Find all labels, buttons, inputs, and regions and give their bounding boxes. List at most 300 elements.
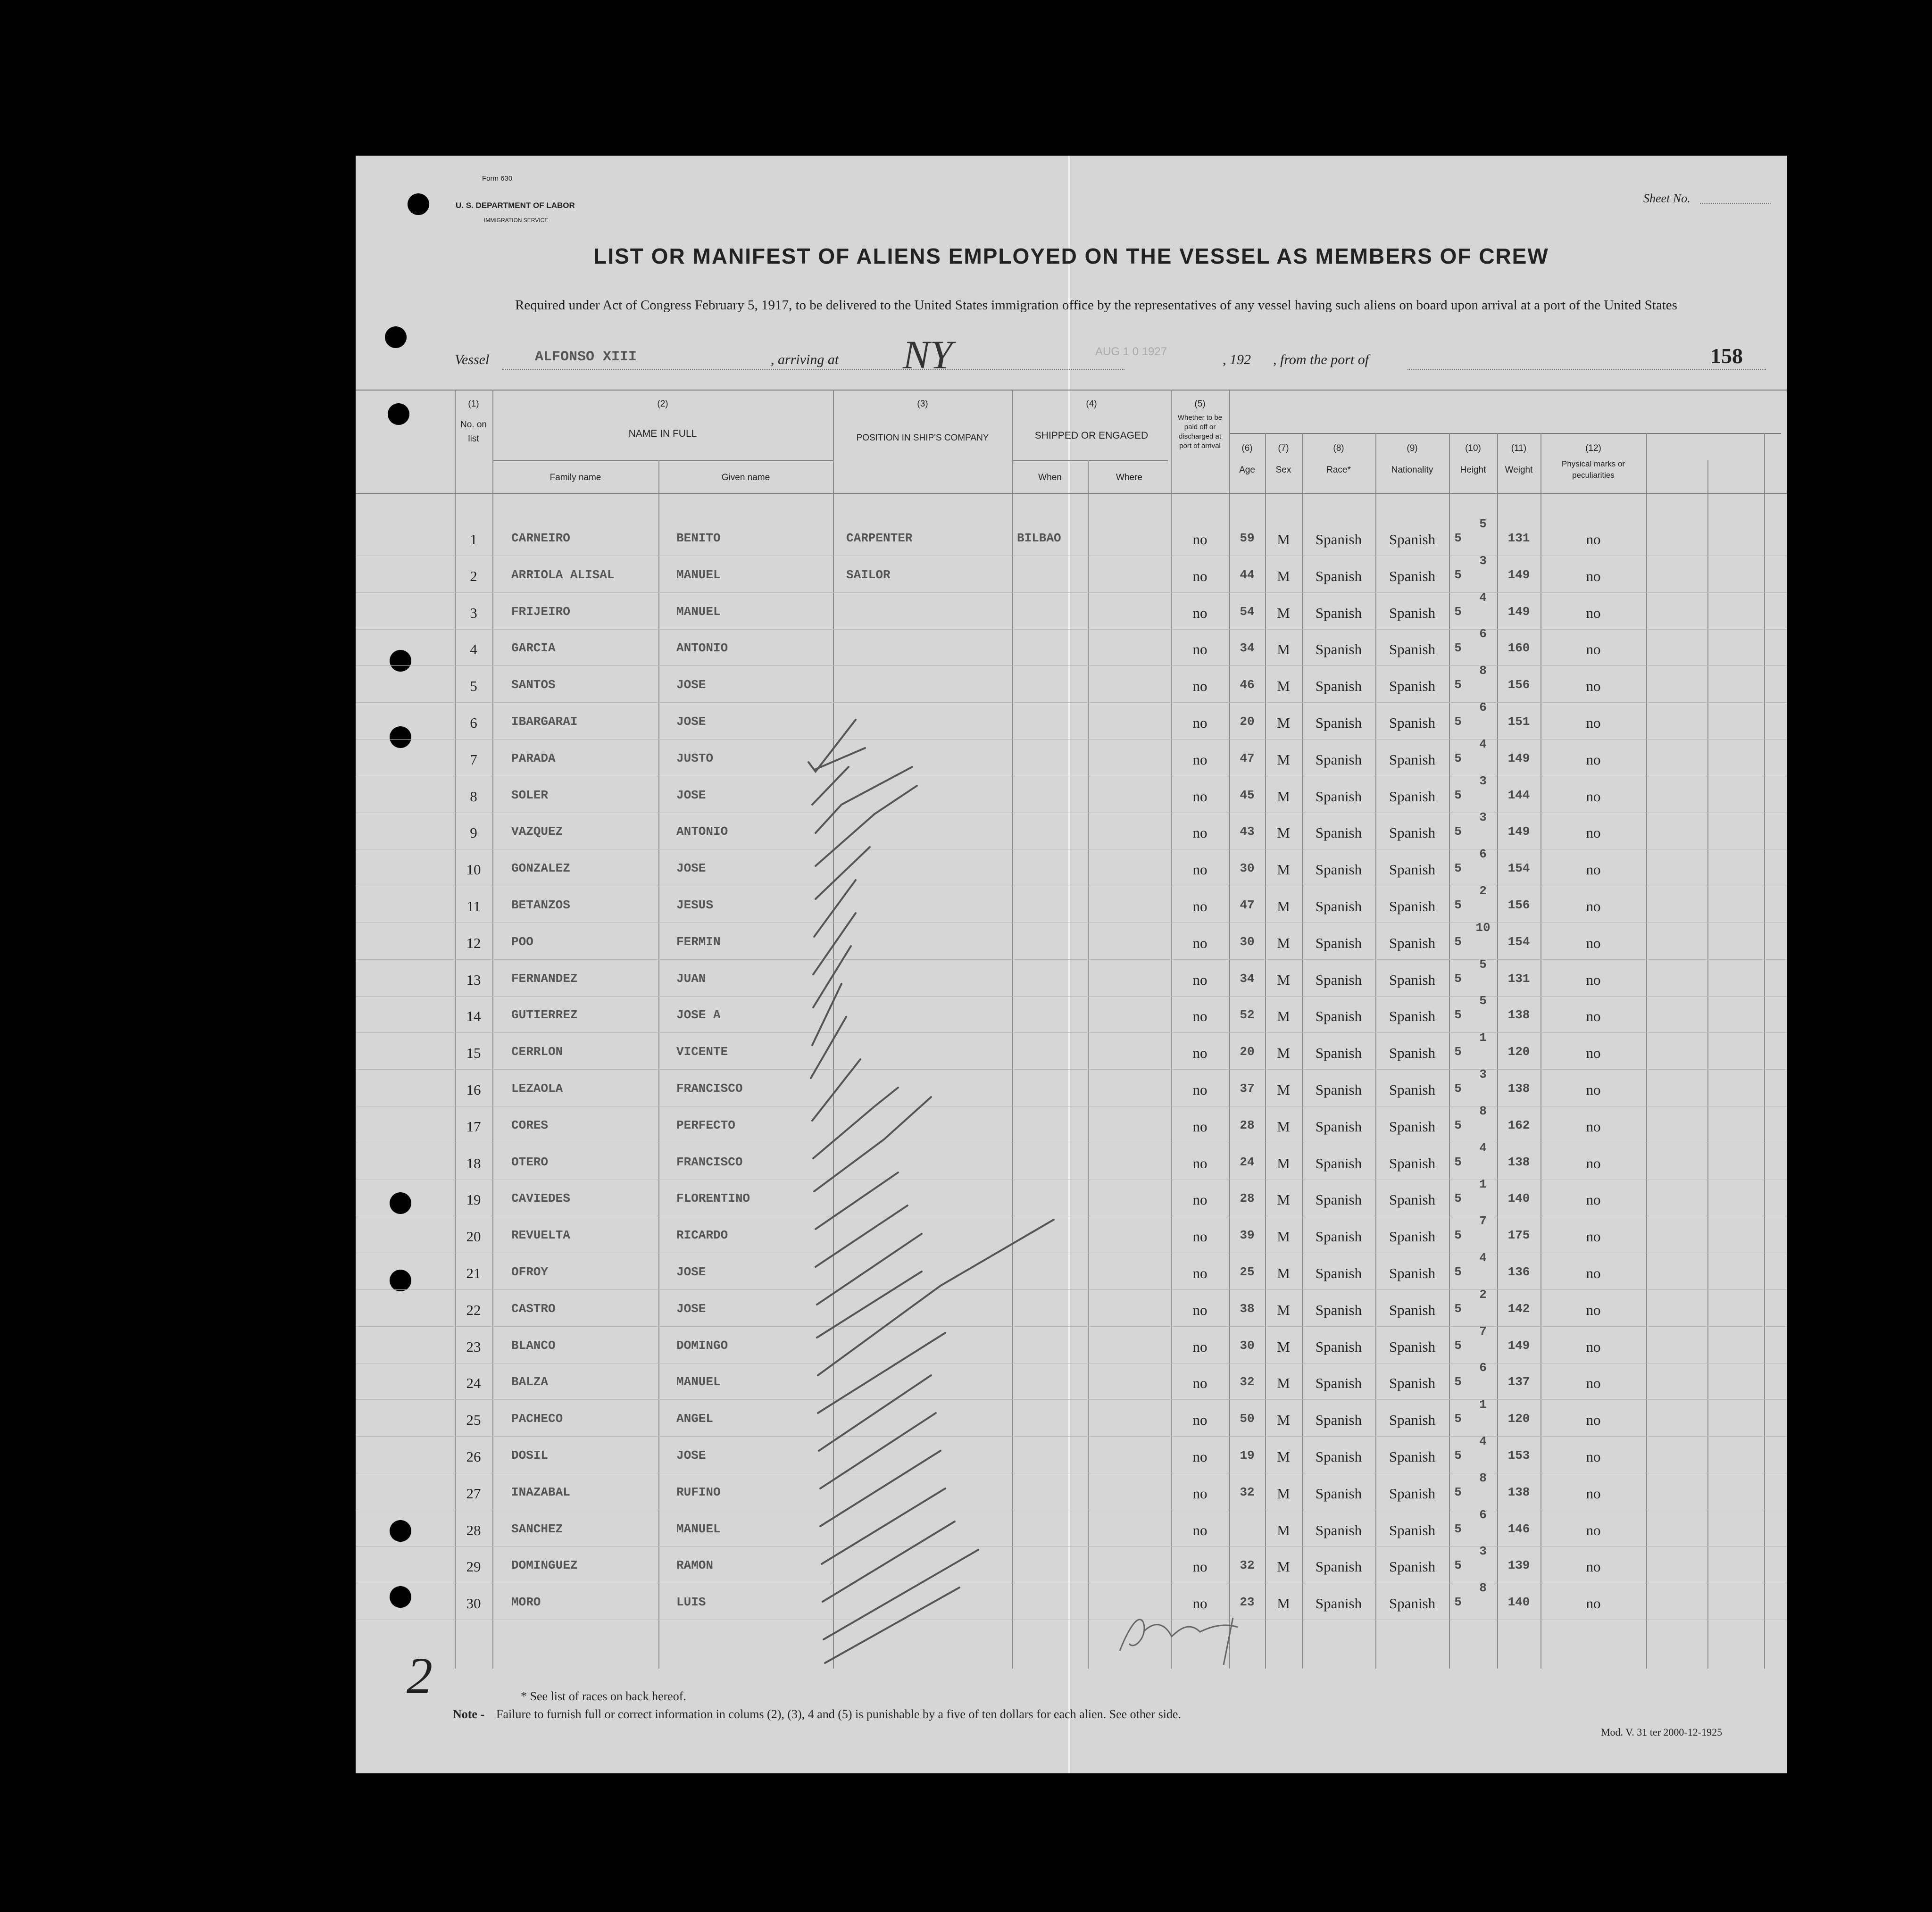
weight: 151 bbox=[1507, 715, 1530, 729]
given-name: JOSE bbox=[676, 678, 706, 692]
physical-marks: no bbox=[1586, 788, 1601, 805]
given-name: MANUEL bbox=[676, 1521, 721, 1536]
given-name: ANTONIO bbox=[676, 824, 728, 839]
given-name: JOSE bbox=[676, 1301, 706, 1316]
row-number: 23 bbox=[466, 1338, 481, 1355]
col3-header: POSITION IN SHIP'S COMPANY bbox=[856, 433, 989, 443]
requirement-text: Required under Act of Congress February 5, 1917, to be delivered to the United States immigration office by the representatives of any vessel having such aliens on board upon arrival at a port of the United States bbox=[515, 298, 1677, 313]
given-name: FRANCISCO bbox=[676, 1081, 743, 1096]
row-number: 19 bbox=[466, 1191, 481, 1208]
family-name: PARADA bbox=[511, 751, 556, 765]
nationality: Spanish bbox=[1389, 604, 1436, 621]
race: Spanish bbox=[1315, 788, 1362, 805]
nationality: Spanish bbox=[1389, 1301, 1436, 1318]
sex: M bbox=[1277, 1008, 1290, 1025]
paid-off: no bbox=[1192, 641, 1208, 658]
family-name: GONZALEZ bbox=[511, 861, 570, 876]
height-inches: 1 bbox=[1479, 1397, 1487, 1412]
nationality: Spanish bbox=[1389, 1265, 1436, 1281]
race: Spanish bbox=[1315, 1521, 1362, 1538]
height-feet: 5 bbox=[1454, 1155, 1462, 1169]
nationality: Spanish bbox=[1389, 531, 1436, 548]
given-name: FLORENTINO bbox=[676, 1191, 750, 1206]
age: 34 bbox=[1240, 641, 1255, 656]
age: 32 bbox=[1240, 1375, 1255, 1389]
height-feet: 5 bbox=[1454, 604, 1462, 619]
age: 32 bbox=[1240, 1558, 1255, 1573]
race: Spanish bbox=[1315, 1485, 1362, 1502]
given-name: MANUEL bbox=[676, 1375, 721, 1389]
punch-hole bbox=[408, 193, 429, 215]
race: Spanish bbox=[1315, 1301, 1362, 1318]
nationality: Spanish bbox=[1389, 1595, 1436, 1612]
race: Spanish bbox=[1315, 567, 1362, 584]
col2-number: (2) bbox=[657, 399, 668, 409]
age: 32 bbox=[1240, 1485, 1255, 1499]
race: Spanish bbox=[1315, 1375, 1362, 1392]
paid-off: no bbox=[1192, 1191, 1208, 1208]
given-name: JOSE bbox=[676, 715, 706, 729]
weight: 139 bbox=[1507, 1558, 1530, 1573]
row-number: 8 bbox=[470, 788, 477, 805]
height-inches: 6 bbox=[1479, 700, 1487, 715]
physical-marks: no bbox=[1586, 1155, 1601, 1172]
paid-off: no bbox=[1192, 1301, 1208, 1318]
physical-marks: no bbox=[1586, 678, 1601, 695]
given-name: MANUEL bbox=[676, 567, 721, 582]
family-name: MORO bbox=[511, 1595, 541, 1610]
physical-marks: no bbox=[1586, 1045, 1601, 1062]
physical-marks: no bbox=[1586, 1301, 1601, 1318]
race: Spanish bbox=[1315, 1265, 1362, 1281]
family-name: GARCIA bbox=[511, 641, 556, 656]
age: 37 bbox=[1240, 1081, 1255, 1096]
race-footnote: * See list of races on back hereof. bbox=[521, 1689, 686, 1703]
manifest-table bbox=[356, 390, 1787, 1669]
nationality: Spanish bbox=[1389, 641, 1436, 658]
physical-marks: no bbox=[1586, 1558, 1601, 1575]
note-label: Note - bbox=[453, 1707, 485, 1721]
paid-off: no bbox=[1192, 861, 1208, 878]
nationality: Spanish bbox=[1389, 1448, 1436, 1465]
paid-off: no bbox=[1192, 1485, 1208, 1502]
row-number: 1 bbox=[470, 531, 477, 548]
family-name: CERRLON bbox=[511, 1045, 563, 1059]
sex: M bbox=[1277, 567, 1290, 584]
nationality: Spanish bbox=[1389, 971, 1436, 988]
height-inches: 6 bbox=[1479, 847, 1487, 862]
weight: 137 bbox=[1507, 1375, 1530, 1389]
row-number: 17 bbox=[466, 1118, 481, 1135]
sex: M bbox=[1277, 1228, 1290, 1245]
paid-off: no bbox=[1192, 788, 1208, 805]
height-inches: 3 bbox=[1479, 553, 1487, 568]
col4-header: SHIPPED OR ENGAGED bbox=[1034, 430, 1149, 441]
family-name: CORES bbox=[511, 1118, 549, 1132]
height-feet: 5 bbox=[1454, 641, 1462, 656]
age: 20 bbox=[1240, 1045, 1255, 1059]
inspector-signature bbox=[1115, 1599, 1257, 1665]
physical-marks: no bbox=[1586, 641, 1601, 658]
weight: 153 bbox=[1507, 1448, 1530, 1463]
family-name: DOSIL bbox=[511, 1448, 549, 1463]
height-inches: 8 bbox=[1479, 1581, 1487, 1596]
age: 23 bbox=[1240, 1595, 1255, 1610]
race: Spanish bbox=[1315, 1412, 1362, 1429]
physical-marks: no bbox=[1586, 1265, 1601, 1281]
row-number: 21 bbox=[466, 1265, 481, 1281]
family-name: CASTRO bbox=[511, 1301, 556, 1316]
nationality: Spanish bbox=[1389, 788, 1436, 805]
family-name: VAZQUEZ bbox=[511, 824, 563, 839]
weight: 131 bbox=[1507, 971, 1530, 986]
height-inches: 6 bbox=[1479, 1507, 1487, 1522]
col6-number: (6) bbox=[1241, 443, 1253, 453]
race: Spanish bbox=[1315, 715, 1362, 731]
age: 54 bbox=[1240, 604, 1255, 619]
col9-number: (9) bbox=[1407, 443, 1418, 453]
paid-off: no bbox=[1192, 531, 1208, 548]
col5-number: (5) bbox=[1194, 399, 1206, 409]
weight: 149 bbox=[1507, 751, 1530, 765]
physical-marks: no bbox=[1586, 567, 1601, 584]
pencil-checkmarks bbox=[356, 390, 1787, 1669]
given-name: RAMON bbox=[676, 1558, 714, 1573]
race: Spanish bbox=[1315, 861, 1362, 878]
date-stamp: AUG 1 0 1927 bbox=[1095, 345, 1167, 358]
family-name: POO bbox=[511, 934, 533, 949]
physical-marks: no bbox=[1586, 1228, 1601, 1245]
race: Spanish bbox=[1315, 1338, 1362, 1355]
weight: 138 bbox=[1507, 1485, 1530, 1499]
sex: M bbox=[1277, 1338, 1290, 1355]
nationality: Spanish bbox=[1389, 678, 1436, 695]
paid-off: no bbox=[1192, 1338, 1208, 1355]
height-feet: 5 bbox=[1454, 531, 1462, 545]
form-number: Form 630 bbox=[482, 175, 513, 183]
weight: 149 bbox=[1507, 824, 1530, 839]
height-inches: 3 bbox=[1479, 1067, 1487, 1081]
physical-marks: no bbox=[1586, 1191, 1601, 1208]
height-feet: 5 bbox=[1454, 678, 1462, 692]
family-name: OTERO bbox=[511, 1155, 549, 1169]
sex: M bbox=[1277, 824, 1290, 841]
height-feet: 5 bbox=[1454, 1228, 1462, 1243]
family-name: PACHECO bbox=[511, 1412, 563, 1426]
age: 38 bbox=[1240, 1301, 1255, 1316]
nationality: Spanish bbox=[1389, 567, 1436, 584]
sex: M bbox=[1277, 715, 1290, 731]
sex: M bbox=[1277, 604, 1290, 621]
row-number: 11 bbox=[466, 898, 481, 914]
physical-marks: no bbox=[1586, 1521, 1601, 1538]
arriving-port: NY bbox=[903, 332, 953, 377]
sex: M bbox=[1277, 1375, 1290, 1392]
age: 28 bbox=[1240, 1118, 1255, 1132]
physical-marks: no bbox=[1586, 898, 1601, 914]
sheet-number-field bbox=[1700, 203, 1771, 204]
nationality: Spanish bbox=[1389, 1228, 1436, 1245]
nationality: Spanish bbox=[1389, 1558, 1436, 1575]
height-inches: 1 bbox=[1479, 1177, 1487, 1192]
col6-header: Age bbox=[1239, 465, 1255, 475]
physical-marks: no bbox=[1586, 1448, 1601, 1465]
age: 19 bbox=[1240, 1448, 1255, 1463]
row-number: 7 bbox=[470, 751, 477, 768]
row-number: 25 bbox=[466, 1412, 481, 1429]
note-text: Failure to furnish full or correct information in colums (2), (3), 4 and (5) is punishable by a five of ten dollars for each alien. See other side. bbox=[496, 1707, 1181, 1721]
height-feet: 5 bbox=[1454, 971, 1462, 986]
nationality: Spanish bbox=[1389, 1521, 1436, 1538]
year-label: , 192 bbox=[1223, 352, 1251, 367]
physical-marks: no bbox=[1586, 1118, 1601, 1135]
paid-off: no bbox=[1192, 1081, 1208, 1098]
age: 46 bbox=[1240, 678, 1255, 692]
paid-off: no bbox=[1192, 1595, 1208, 1612]
family-name: SOLER bbox=[511, 788, 549, 802]
punch-hole bbox=[385, 326, 407, 348]
physical-marks: no bbox=[1586, 861, 1601, 878]
race: Spanish bbox=[1315, 1558, 1362, 1575]
height-feet: 5 bbox=[1454, 1118, 1462, 1132]
height-inches: 5 bbox=[1479, 994, 1487, 1008]
given-name: PERFECTO bbox=[676, 1118, 735, 1132]
weight: 160 bbox=[1507, 641, 1530, 656]
height-inches: 1 bbox=[1479, 1031, 1487, 1045]
race: Spanish bbox=[1315, 934, 1362, 951]
race: Spanish bbox=[1315, 751, 1362, 768]
row-number: 15 bbox=[466, 1045, 481, 1062]
sex: M bbox=[1277, 531, 1290, 548]
row-number: 3 bbox=[470, 604, 477, 621]
age: 44 bbox=[1240, 567, 1255, 582]
race: Spanish bbox=[1315, 1118, 1362, 1135]
sex: M bbox=[1277, 1045, 1290, 1062]
weight: 138 bbox=[1507, 1081, 1530, 1096]
nationality: Spanish bbox=[1389, 715, 1436, 731]
row-number: 5 bbox=[470, 678, 477, 695]
given-name: RICARDO bbox=[676, 1228, 728, 1243]
row-number: 12 bbox=[466, 934, 481, 951]
physical-marks: no bbox=[1586, 1008, 1601, 1025]
race: Spanish bbox=[1315, 1448, 1362, 1465]
given-name: JUSTO bbox=[676, 751, 714, 765]
paid-off: no bbox=[1192, 604, 1208, 621]
physical-marks: no bbox=[1586, 751, 1601, 768]
family-name: INAZABAL bbox=[511, 1485, 570, 1499]
height-feet: 5 bbox=[1454, 934, 1462, 949]
height-inches: 4 bbox=[1479, 1434, 1487, 1448]
sex: M bbox=[1277, 1595, 1290, 1612]
physical-marks: no bbox=[1586, 604, 1601, 621]
weight: 144 bbox=[1507, 788, 1530, 802]
sex: M bbox=[1277, 1412, 1290, 1429]
row-number: 24 bbox=[466, 1375, 481, 1392]
col2-family-header: Family name bbox=[550, 473, 601, 482]
family-name: SANTOS bbox=[511, 678, 556, 692]
family-name: CAVIEDES bbox=[511, 1191, 570, 1206]
position: SAILOR bbox=[846, 567, 891, 582]
sex: M bbox=[1277, 971, 1290, 988]
height-feet: 5 bbox=[1454, 1448, 1462, 1463]
sex: M bbox=[1277, 1265, 1290, 1281]
given-name: JOSE bbox=[676, 788, 706, 802]
given-name: JOSE bbox=[676, 861, 706, 876]
family-name: DOMINGUEZ bbox=[511, 1558, 578, 1573]
physical-marks: no bbox=[1586, 1338, 1601, 1355]
given-name: LUIS bbox=[676, 1595, 706, 1610]
sex: M bbox=[1277, 934, 1290, 951]
paid-off: no bbox=[1192, 1228, 1208, 1245]
height-feet: 5 bbox=[1454, 1375, 1462, 1389]
height-inches: 10 bbox=[1475, 920, 1491, 935]
physical-marks: no bbox=[1586, 531, 1601, 548]
paid-off: no bbox=[1192, 971, 1208, 988]
margin-mark: 2 bbox=[407, 1647, 433, 1704]
col7-header: Sex bbox=[1275, 465, 1291, 475]
height-feet: 5 bbox=[1454, 1412, 1462, 1426]
age: 47 bbox=[1240, 751, 1255, 765]
given-name: VICENTE bbox=[676, 1045, 728, 1059]
paid-off: no bbox=[1192, 1008, 1208, 1025]
age: 50 bbox=[1240, 1412, 1255, 1426]
race: Spanish bbox=[1315, 604, 1362, 621]
from-port-label: , from the port of bbox=[1273, 352, 1369, 367]
family-name: SANCHEZ bbox=[511, 1521, 563, 1536]
col8-number: (8) bbox=[1333, 443, 1344, 453]
height-feet: 5 bbox=[1454, 1191, 1462, 1206]
height-feet: 5 bbox=[1454, 1301, 1462, 1316]
col2-given-header: Given name bbox=[721, 473, 770, 482]
col5-header: Whether to be paid off or discharged at port of arrival bbox=[1177, 414, 1223, 450]
weight: 140 bbox=[1507, 1191, 1530, 1206]
paid-off: no bbox=[1192, 934, 1208, 951]
given-name: BENITO bbox=[676, 531, 721, 545]
age: 43 bbox=[1240, 824, 1255, 839]
nationality: Spanish bbox=[1389, 898, 1436, 914]
physical-marks: no bbox=[1586, 1595, 1601, 1612]
col2-header: NAME IN FULL bbox=[628, 428, 697, 439]
given-name: MANUEL bbox=[676, 604, 721, 619]
race: Spanish bbox=[1315, 898, 1362, 914]
given-name: DOMINGO bbox=[676, 1338, 728, 1353]
col4-where-header: Where bbox=[1116, 473, 1142, 482]
row-number: 10 bbox=[466, 861, 481, 878]
paid-off: no bbox=[1192, 567, 1208, 584]
nationality: Spanish bbox=[1389, 1008, 1436, 1025]
sex: M bbox=[1277, 678, 1290, 695]
family-name: FERNANDEZ bbox=[511, 971, 578, 986]
height-feet: 5 bbox=[1454, 1265, 1462, 1279]
age: 39 bbox=[1240, 1228, 1255, 1243]
height-feet: 5 bbox=[1454, 1558, 1462, 1573]
age: 30 bbox=[1240, 1338, 1255, 1353]
height-inches: 3 bbox=[1479, 1544, 1487, 1559]
weight: 156 bbox=[1507, 898, 1530, 912]
race: Spanish bbox=[1315, 1008, 1362, 1025]
col4-number: (4) bbox=[1086, 399, 1097, 409]
given-name: ANGEL bbox=[676, 1412, 714, 1426]
col7-number: (7) bbox=[1278, 443, 1289, 453]
paid-off: no bbox=[1192, 824, 1208, 841]
given-name: JUAN bbox=[676, 971, 706, 986]
height-inches: 4 bbox=[1479, 737, 1487, 751]
given-name: ANTONIO bbox=[676, 641, 728, 656]
col3-number: (3) bbox=[917, 399, 928, 409]
row-number: 4 bbox=[470, 641, 477, 658]
height-inches: 2 bbox=[1479, 884, 1487, 898]
col8-header: Race* bbox=[1326, 465, 1351, 475]
height-inches: 2 bbox=[1479, 1287, 1487, 1302]
height-inches: 6 bbox=[1479, 1361, 1487, 1375]
paid-off: no bbox=[1192, 1155, 1208, 1172]
document-title: LIST OR MANIFEST OF ALIENS EMPLOYED ON THE VESSEL AS MEMBERS OF CREW bbox=[593, 244, 1549, 268]
vessel-name: ALFONSO XIII bbox=[535, 349, 637, 365]
sex: M bbox=[1277, 1191, 1290, 1208]
col11-header: Weight bbox=[1505, 465, 1533, 475]
nationality: Spanish bbox=[1389, 824, 1436, 841]
nationality: Spanish bbox=[1389, 1338, 1436, 1355]
weight: 156 bbox=[1507, 678, 1530, 692]
sex: M bbox=[1277, 751, 1290, 768]
height-feet: 5 bbox=[1454, 861, 1462, 876]
nationality: Spanish bbox=[1389, 934, 1436, 951]
form-revision: Mod. V. 31 ter 2000-12-1925 bbox=[1601, 1726, 1723, 1738]
row-number: 16 bbox=[466, 1081, 481, 1098]
weight: 149 bbox=[1507, 604, 1530, 619]
age: 25 bbox=[1240, 1265, 1255, 1279]
weight: 120 bbox=[1507, 1045, 1530, 1059]
paid-off: no bbox=[1192, 1045, 1208, 1062]
height-inches: 7 bbox=[1479, 1324, 1487, 1338]
department-name: U. S. DEPARTMENT OF LABOR bbox=[456, 201, 575, 210]
age: 52 bbox=[1240, 1008, 1255, 1023]
age: 59 bbox=[1240, 531, 1255, 545]
nationality: Spanish bbox=[1389, 1485, 1436, 1502]
height-feet: 5 bbox=[1454, 1081, 1462, 1096]
sex: M bbox=[1277, 788, 1290, 805]
nationality: Spanish bbox=[1389, 1045, 1436, 1062]
given-name: FERMIN bbox=[676, 934, 721, 949]
weight: 146 bbox=[1507, 1521, 1530, 1536]
family-name: BALZA bbox=[511, 1375, 549, 1389]
col4-when-header: When bbox=[1038, 473, 1062, 482]
weight: 140 bbox=[1507, 1595, 1530, 1610]
age: 30 bbox=[1240, 861, 1255, 876]
given-name: JESUS bbox=[676, 898, 714, 912]
row-number: 13 bbox=[466, 971, 481, 988]
col1-number: (1) bbox=[468, 399, 479, 409]
col9-header: Nationality bbox=[1391, 465, 1433, 475]
height-inches: 5 bbox=[1479, 517, 1487, 531]
family-name: LEZAOLA bbox=[511, 1081, 563, 1096]
paid-off: no bbox=[1192, 678, 1208, 695]
paid-off: no bbox=[1192, 1118, 1208, 1135]
age: 28 bbox=[1240, 1191, 1255, 1206]
from-port-line bbox=[1407, 369, 1766, 370]
row-number: 28 bbox=[466, 1521, 481, 1538]
col10-header: Height bbox=[1460, 465, 1486, 475]
race: Spanish bbox=[1315, 971, 1362, 988]
age: 30 bbox=[1240, 934, 1255, 949]
weight: 131 bbox=[1507, 531, 1530, 545]
service-name: IMMIGRATION SERVICE bbox=[484, 217, 549, 224]
height-feet: 5 bbox=[1454, 567, 1462, 582]
height-inches: 7 bbox=[1479, 1214, 1487, 1229]
given-name: RUFINO bbox=[676, 1485, 721, 1499]
row-number: 27 bbox=[466, 1485, 481, 1502]
family-name: CARNEIRO bbox=[511, 531, 570, 545]
